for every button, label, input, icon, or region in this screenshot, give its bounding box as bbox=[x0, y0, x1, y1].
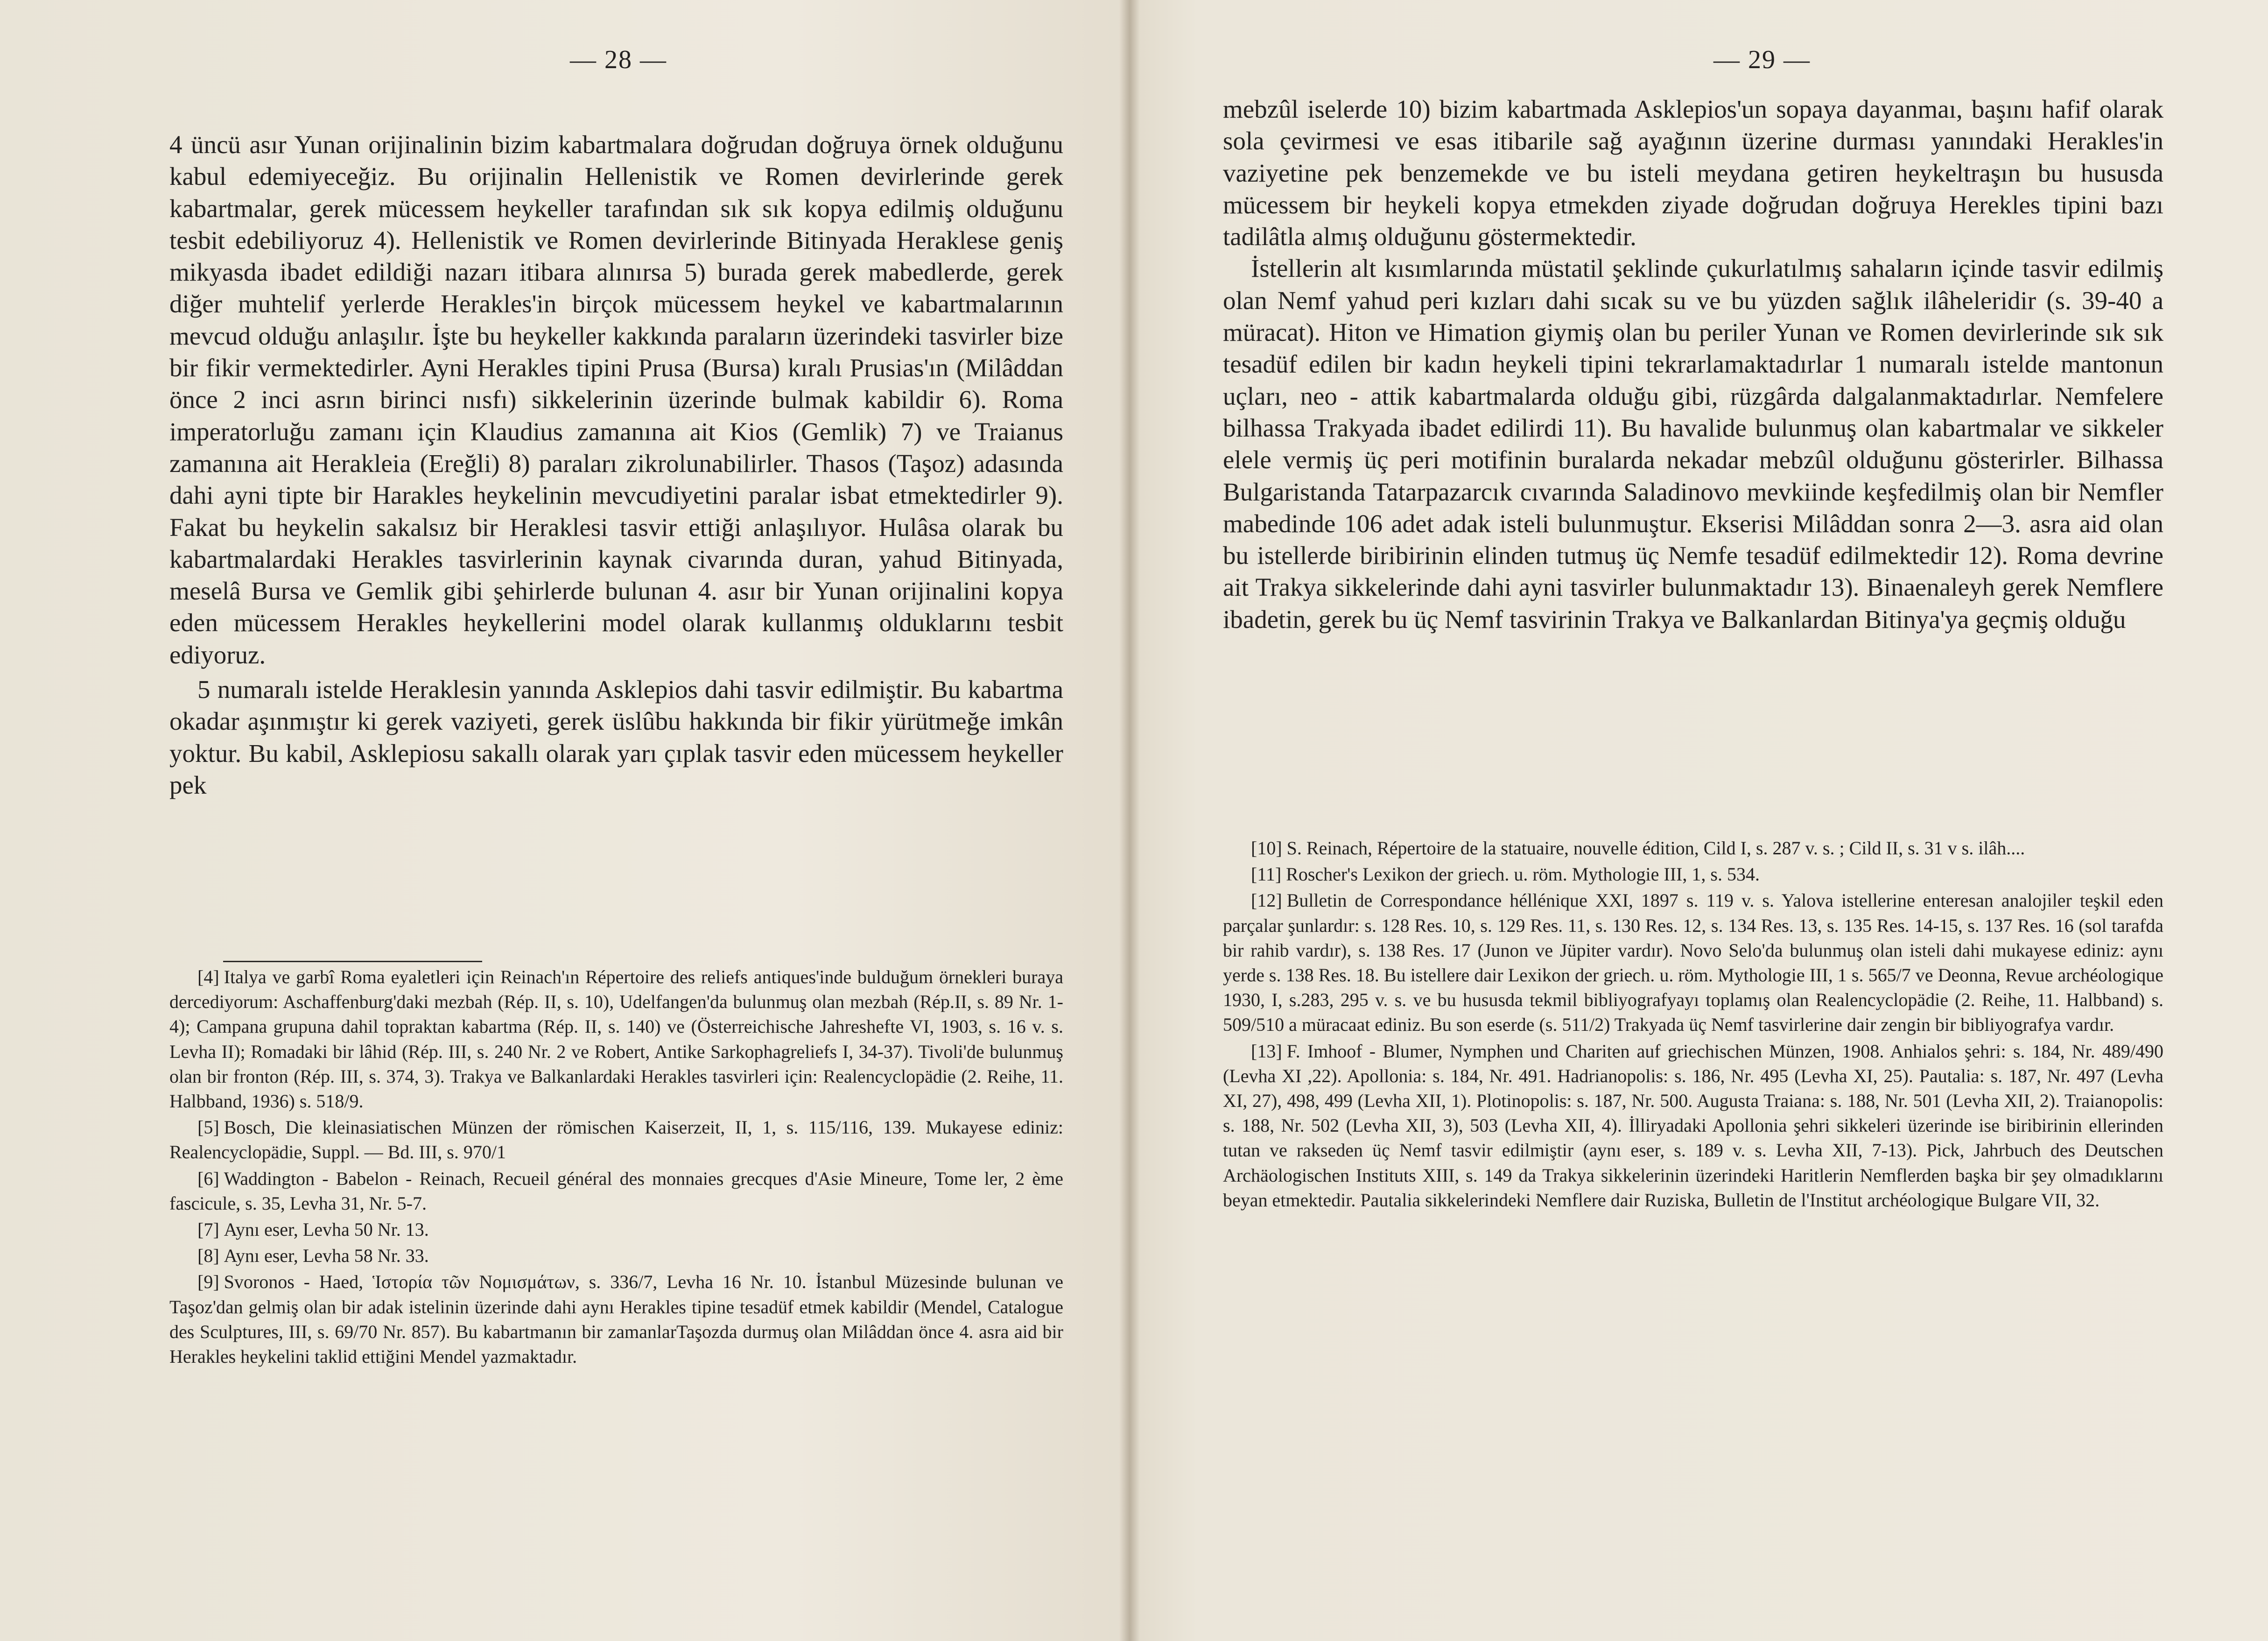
footnotes bbox=[1223, 836, 2163, 1214]
footnote bbox=[1223, 836, 2163, 860]
main-text bbox=[1223, 93, 2163, 635]
footnote-marker: [8] bbox=[197, 1245, 219, 1267]
footnote bbox=[169, 1217, 1063, 1242]
paragraph: 5 numaralı istelde Heraklesin yanında Asklepios dahi tasvir edilmiştir. Bu kabartma okadar aşınmıştır ki gerek vaziyeti, gerek üslûbu hakkında bir fikir yürütmeğe imkân yoktur. Bu kabil, Asklepiosu sakallı olarak yarı çıplak tasvir eden mücessem heykeller pek bbox=[169, 675, 1063, 799]
footnote-marker: [9] bbox=[197, 1271, 219, 1293]
paragraph: İstellerin alt kısımlarında müstatil şeklinde çukurlatılmış sahaların içinde tasvir edilmiş olan Nemf yahud peri kızları dahi sıcak su ve bu yüzden sağlık ilâheleridir (s. 39-40 a müracat). Hiton ve Himation giymiş olan bu periler Yunan ve Romen devirlerinde sık sık tesadüf edilen bir kadın heykeli tipini tekrarlamaktadırlar 1 numaralı istelde mantonun uçları, neo - attik kabartmalarda olduğu gibi, rüzgârda dalgalanmaktadırlar. Nemfelere bilhassa Trakyada ibadet edilirdi 11). Bu havalide bulunmuş olan kabartmalar ve sikkeler elele vermiş üç peri motifinin buralarda nekadar mebzûl olduğunu gösterirler. Bilhassa Bulgaristanda Tatarpazarcık cıvarında Saladinovo mevkiinde keşfedilmiş olan bir Nemfler mabedinde 106 adet adak isteli bulunmuştur. Ekserisi Milâddan sonra 2—3. asra aid olan bu istellerde biribirinin elinden tutmuş üç Nemfe tesadüf edilmektedir 12). Roma devrine ait Trakya sikkelerinde dahi ayni tasvirler bulunmaktadır 13). Binaenaleyh gerek Nemflere ibadetin, gerek bu üç Nemf tasvirinin Trakya ve Balkanlardan Bitinya'ya geçmiş olduğu bbox=[1223, 254, 2163, 634]
page-number: — 28 — bbox=[570, 45, 667, 74]
footnote-marker: [6] bbox=[197, 1168, 219, 1189]
footnote bbox=[169, 1166, 1063, 1216]
footnote-marker: [11] bbox=[1251, 864, 1282, 885]
footnote bbox=[1223, 862, 2163, 887]
footnote-text: Bulletin de Correspondance héllénique XXI, 1897 s. 119 v. s. Yalova istellerine enteresan analojiler teşkil eden parçalar şunlardır: s. 128 Res. 10, s. 129 Res. 11, s. 130 Res. 12, s. 134 Res. 13, s. 135 Res. 14-15, s. 137 Res. 16 (sol tarafda bir rahib vardır), s. 138 Res. 17 (Junon ve Jüpiter vardır). Novo Selo'da bulunmuş olan isteli dahi mukayese ediniz: aynı yerde s. 138 Res. 18. Bu istellere dair Lexikon der griech. u. röm. Mythologie III, 1 s. 565/7 ve Deonna, Revue archéologique 1930, I, s.283, 295 v. s. ve bu hususda tekmil bibliyografyayı toplamış olan Realencyclopädie (2. Reihe, 11. Halbband) s. 509/510 a müracaat ediniz. Bu son eserde (s. 511/2) Trakyada üç Nemf tasvirlerine dair zengin bir bibliyografya vardır. bbox=[1223, 890, 2163, 1035]
footnote-marker: [7] bbox=[197, 1219, 219, 1240]
footnote bbox=[169, 1243, 1063, 1268]
footnote-marker: [12] bbox=[1251, 890, 1282, 911]
book-gutter bbox=[1119, 0, 1140, 1641]
footnote-text: Italya ve garbî Roma eyaletleri için Reinach'ın Répertoire des reliefs antiques'inde bulduğum örnekleri buraya dercediyorum: Aschaffenburg'daki mezbah (Rép. II, s. 10), Udelfangen'da bulunmuş olan mezbah (Rép.II, s. 89 Nr. 1-4); Campana grupuna dahil topraktan kabartma (Rép. II, s. 140) ve (Österreichische Jahreshefte VI, 1903, s. 16 v. s. Levha II); Romadaki bir lâhid (Rép. III, s. 240 Nr. 2 ve Robert, Antike Sarkophagreliefs I, 34-37). Tivoli'de bulunmuş olan bir fronton (Rép. III, s. 374, 3). Trakya ve Balkanlardaki Herakles tasvirleri için: Realencyclopädie (2. Reihe, 11. Halbband, 1936) s. 518/9. bbox=[169, 966, 1063, 1112]
footnote-text: S. Reinach, Répertoire de la statuaire, nouvelle édition, Cild I, s. 287 v. s. ; Cild II, s. 31 v s. ilâh.... bbox=[1286, 838, 2025, 859]
footnote-text: Aynı eser, Levha 50 Nr. 13. bbox=[224, 1219, 429, 1240]
main-text bbox=[169, 129, 1063, 801]
footnotes bbox=[169, 965, 1063, 1370]
footnote bbox=[169, 1115, 1063, 1164]
footnote-text: Waddington - Babelon - Reinach, Recueil général des monnaies grecques d'Asie Mineure, Tome ler, 2 ème fascicule, s. 35, Levha 31, Nr. 5-7. bbox=[169, 1168, 1063, 1214]
footnote-marker: [13] bbox=[1251, 1040, 1282, 1062]
footnote-marker: [4] bbox=[197, 966, 219, 987]
footnote-text: F. Imhoof - Blumer, Nymphen und Chariten auf griechischen Münzen, 1908. Anhialos şehri: s. 184, Nr. 489/490 (Levha XI ,22). Apollonia: s. 184, Nr. 491. Hadrianopolis: s. 186, Nr. 495 (Levha XI, 25). Pautalia: s. 187, Nr. 497 (Levha XI, 27), 498, 499 (Levha XII, 1). Plotinopolis: s. 187, Nr. 500. Augusta Traiana: s. 188, Nr. 501 (Levha XII, 2). Traianopolis: s. 188, Nr. 502 (Levha XII, 3), 503 (Levha XII, 4). İlliryadaki Apollonia şehri sikkeleri üzerinde ise biribirinin ellerinden tutan ve rakseden üç Nemf tasvir edilmiştir (aynı eser, s. 189 v. s. Levha XII, 7-13). Pick, Jahrbuch des Deutschen Archäologischen Instituts XIII, s. 149 da Trakya sikkelerinin üzerindeki Haritlerin Nemflerden başka bir şey olmadıklarını beyan etmektedir. Pautalia sikkelerindeki Nemflere dair Ruziska, Bulletin de l'Institut archéologique Bulgare VII, 32. bbox=[1223, 1040, 2163, 1211]
footnote-text: Bosch, Die kleinasiatischen Münzen der römischen Kaiserzeit, II, 1, s. 115/116, 139. Mukayese ediniz: Realencyclopädie, Suppl. — Bd. III, s. 970/1 bbox=[169, 1117, 1063, 1163]
paragraph: mebzûl iselerde 10) bizim kabartmada Asklepios'un sopaya dayanmaı, başını hafif olarak sola çevirmesi ve esas itibarile sağ ayağının üzerine durması yanındaki Herakles'in vaziyetine pek benzemekde ve bu isteli meydana getiren heykeltraşın bu hususda mücessem bir heykeli kopya etmekden ziyade doğrudan doğruya Herekles tipini bazı tadilâtla almış olduğunu göstermektedir. bbox=[1223, 95, 2163, 251]
footnote-text: Aynı eser, Levha 58 Nr. 33. bbox=[224, 1245, 429, 1267]
footnote-marker: [5] bbox=[197, 1117, 219, 1138]
footnote bbox=[1223, 1039, 2163, 1212]
footnote-divider bbox=[223, 961, 482, 962]
left-page bbox=[0, 0, 1130, 1641]
footnote-text: Svoronos - Haed, Ἱστορία τῶν Νομισμάτων, s. 336/7, Levha 16 Nr. 10. İstanbul Müzesinde bulunan ve Taşoz'dan gelmiş olan bir adak istelinin üzerinde dahi aynı Herakles tipine tesadüf etmek kabildir (Mendel, Catalogue des Sculptures, III, s. 69/70 Nr. 857). Bu kabartmanın bir zamanlarTaşozda durmuş olan Milâddan önce 4. asra aid bir Herakles heykelini taklid ettiğini Mendel yazmaktadır. bbox=[169, 1271, 1063, 1367]
footnote-marker: [10] bbox=[1251, 838, 1282, 859]
right-page bbox=[1130, 0, 2268, 1641]
page-number: — 29 — bbox=[1713, 45, 1811, 74]
paragraph: 4 üncü asır Yunan orijinalinin bizim kabartmalara doğrudan doğruya örnek olduğunu kabul edemiyeceğiz. Bu orijinalin Hellenistik ve Romen devirlerinde gerek kabartmalar, gerek mücessem heykeller tarafından sık sık kopya edilmiş olduğunu tesbit edebiliyoruz 4). Hellenistik ve Romen devirlerinde Bitinyada Heraklese geniş mikyasda ibadet edildiği nazarı itibara alınırsa 5) burada gerek mabedlerde, gerek diğer muhtelif yerlerde Herakles'in birçok mücessem heykel ve kabartmalarının mevcud olduğu anlaşılır. İşte bu heykeller kakkında paraların üzerindeki tasvirler bize bir fikir vermektedirler. Ayni Herakles tipini Prusa (Bursa) kıralı Prusias'ın (Milâddan önce 2 inci asrın birinci nısfı) sikkelerinin üzerinde bulmak kabildir 6). Roma imperatorluğu zamanı için Klaudius zamanına ait Kios (Gemlik) 7) ve Traianus zamanına ait Herakleia (Ereğli) 8) paraları zikrolunabilirler. Thasos (Taşoz) adasında dahi ayni tipte bir Harakles heykelinin mevcudiyetini paralar isbat etmektedirler 9). Fakat bu heykelin sakalsız bir Heraklesi tasvir ettiği anlaşılıyor. Hulâsa olarak bu kabartmalardaki Herakles tasvirlerinin kaynak civarında duran, yahud Bitinyada, meselâ Bursa ve Gemlik gibi şehirlerde bulunan 4. asır bir Yunan orijinalini kopya eden mücessem Herakles heykellerini model olarak kullanmış olduklarını tesbit ediyoruz. bbox=[169, 130, 1063, 669]
footnote-text: Roscher's Lexikon der griech. u. röm. Mythologie III, 1, s. 534. bbox=[1286, 864, 1760, 885]
footnote bbox=[169, 965, 1063, 1113]
footnote bbox=[169, 1269, 1063, 1369]
footnote bbox=[1223, 888, 2163, 1037]
